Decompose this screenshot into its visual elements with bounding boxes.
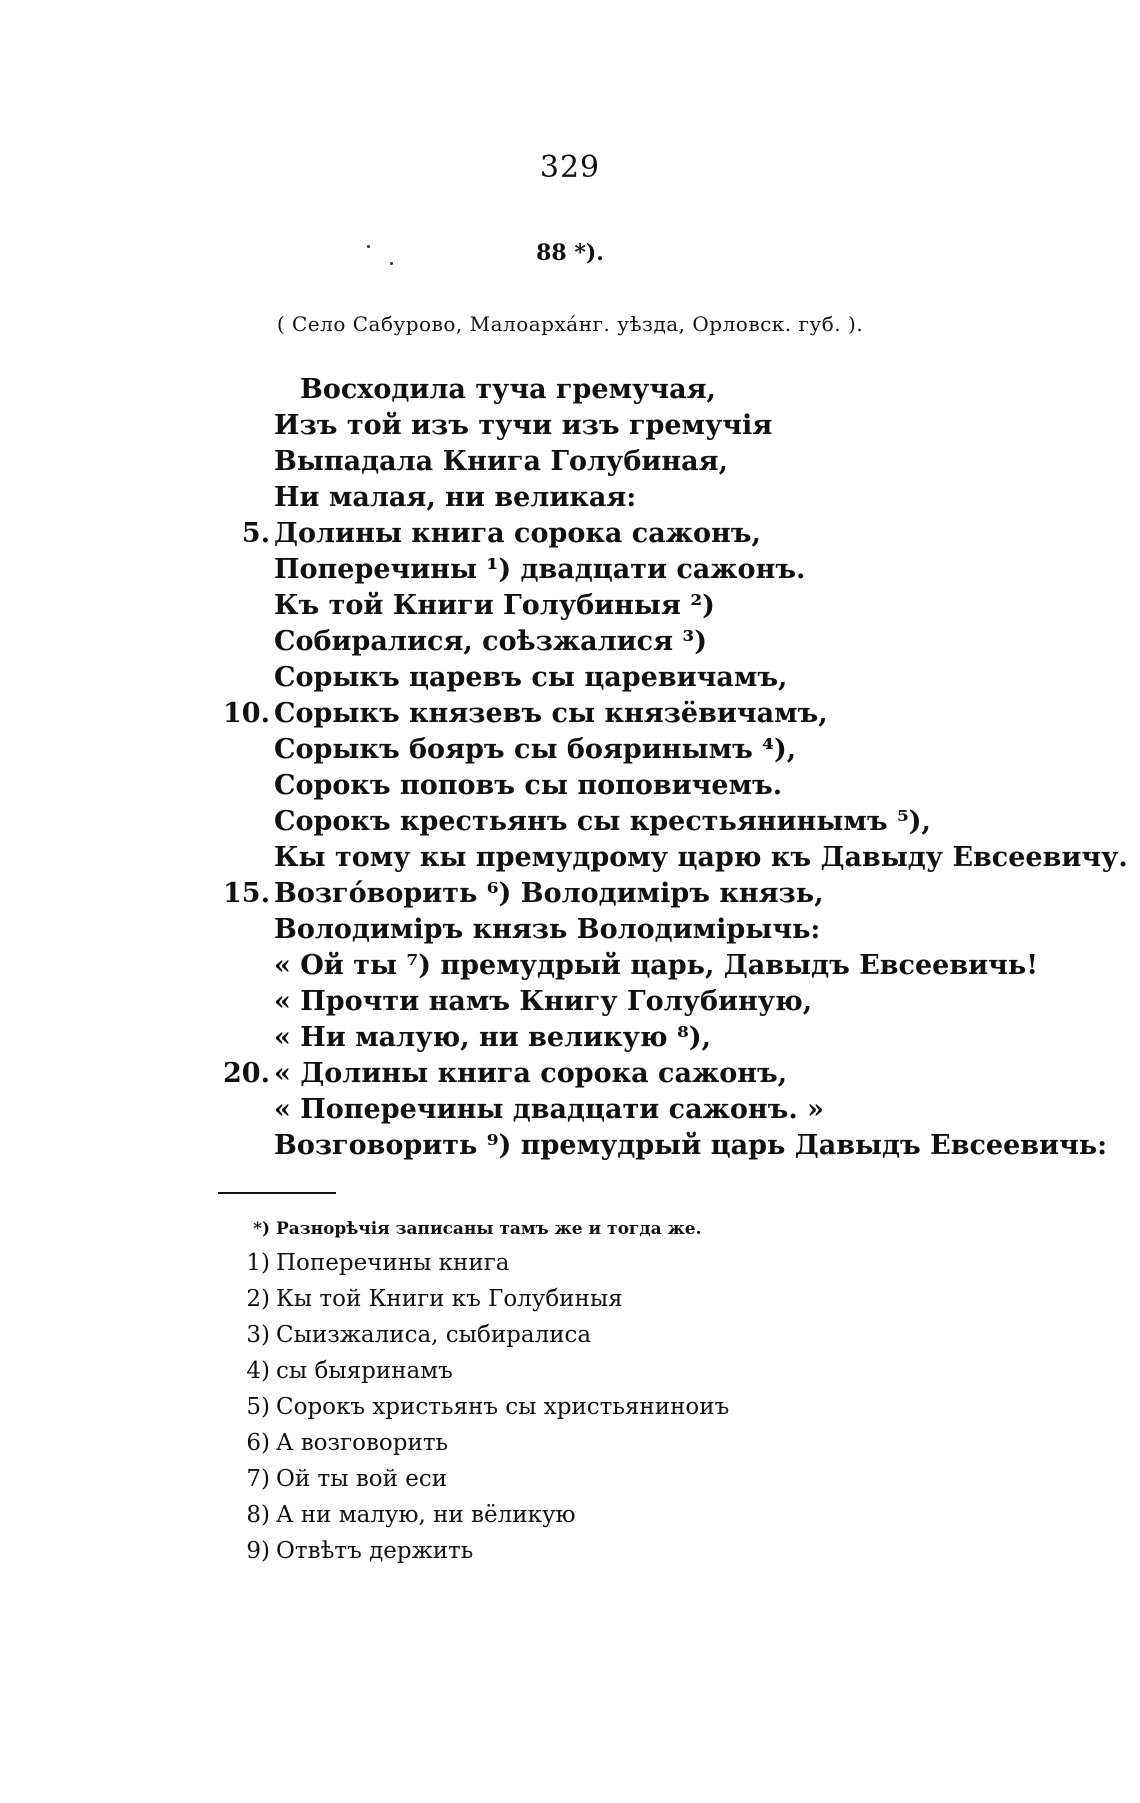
verse-text: « Поперечины двадцати сажонъ. » [274,1094,824,1125]
verse-text: Къ той Книги Голубиныя ²) [274,590,715,621]
source-location: ( Село Сабурово, Малоархáнг. уѣзда, Орловск. губ. ). [276,312,864,336]
verse-text: « Ой ты ⁷) премудрый царь, Давыдъ Евсеевичь! [274,950,1039,981]
line-number: 20. [223,1058,270,1089]
line-number: 15. [223,878,270,909]
footnote [240,1497,1060,1533]
verse-line [200,480,1100,516]
verse-line [200,1020,1100,1056]
footnote-mark: 5) [246,1394,270,1420]
verse-line [200,408,1100,444]
footnote-text: Кы той Книги къ Голубиныя [276,1286,623,1312]
verse-text: Сорыкъ бояръ сы бояринымъ ⁴), [274,734,797,765]
footnote [240,1353,1060,1389]
footnote-mark: 2) [246,1286,270,1312]
verse-text: Выпадала Книга Голубиная, [274,446,728,477]
footnote-text: А ни малую, ни вёликую [276,1502,576,1528]
verse-text: Собиралися, соѣзжалися ³) [274,626,708,657]
footnote [240,1461,1060,1497]
footnotes [240,1213,1060,1569]
verse-line [200,840,1128,876]
verse-line [200,912,1100,948]
footnote-mark: 9) [246,1538,270,1564]
verse-line [200,552,1100,588]
footnote-text: Отвѣтъ держить [276,1538,474,1564]
footnote-mark: 6) [246,1430,270,1456]
verse-text: Поперечины ¹) двадцати сажонъ. [274,554,806,585]
footnote-text: А возговорить [276,1430,449,1456]
footnote-mark: 8) [246,1502,270,1528]
verse-text: « Ни малую, ни великую ⁸), [274,1022,712,1053]
verse-text: Изъ той изъ тучи изъ гремучія [274,410,773,441]
footnote-text: Сыизжалиса, сыбиралиса [276,1322,592,1348]
verse-line [200,768,1100,804]
footnote-mark: *) [253,1219,270,1239]
footnote-text: сы быяринамъ [276,1358,453,1384]
verse-text: Ни малая, ни великая: [274,482,637,513]
verse-block [200,372,1128,1164]
verse-text: Сорыкъ князевъ сы князёвичамъ, [274,698,828,729]
page-number: 329 [539,150,601,185]
footnote-mark: 4) [246,1358,270,1384]
footnote [240,1389,1060,1425]
line-number: 10. [223,698,270,729]
verse-text: Сорыкъ царевъ сы царевичамъ, [274,662,788,693]
footnote [240,1245,1060,1281]
verse-line [200,624,1100,660]
verse-line [200,516,1100,552]
verse-line [200,876,1100,912]
footnote [240,1317,1060,1353]
footnote-text: Поперечины книга [276,1250,510,1276]
verse-text: Володимiръ князь Володимiрычь: [274,914,821,945]
footnote-text: Сорокъ христьянъ сы христьяниноиъ [276,1394,730,1420]
verse-text: Возгóворить ⁶) Володимiръ князь, [274,878,824,909]
footnote [240,1213,1060,1245]
footnote-mark: 1) [246,1250,270,1276]
footnote-text: Ой ты вой еси [276,1466,448,1492]
song-number: 88 *). [536,240,604,266]
footnote [240,1533,1060,1569]
verse-text: Долины книга сорока сажонъ, [274,518,761,549]
verse-line [200,1056,1100,1092]
footnote [240,1425,1060,1461]
footnote-text: Разнорѣчія записаны тамъ же и тогда же. [276,1219,702,1239]
verse-text: Восходила туча гремучая, [300,374,716,405]
verse-line [200,984,1100,1020]
footnote [240,1281,1060,1317]
verse-text: « Долины книга сорока сажонъ, [274,1058,788,1089]
verse-text: « Прочти намъ Книгу Голубиную, [274,986,813,1017]
verse-line [200,732,1100,768]
verse-line [200,660,1100,696]
verse-text: Сорокъ поповъ сы поповичемъ. [274,770,783,801]
verse-line [200,696,1100,732]
footnote-mark: 7) [246,1466,270,1492]
verse-text: Сорокъ крестьянъ сы крестьянинымъ ⁵), [274,806,931,837]
verse-text: Кы тому кы премудрому царю къ Давыду Евсеевичу. [274,842,1128,873]
footnote-mark: 3) [246,1322,270,1348]
footnote-divider [218,1192,336,1194]
verse-line [200,444,1100,480]
verse-text: Возговорить ⁹) премудрый царь Давыдъ Евсеевичь: [274,1130,1108,1161]
verse-line [200,948,1100,984]
verse-line [200,588,1100,624]
verse-line [200,1128,1108,1164]
verse-line [200,804,1100,840]
verse-line [200,372,1100,408]
verse-line [200,1092,1100,1128]
line-number: 5. [241,518,270,549]
